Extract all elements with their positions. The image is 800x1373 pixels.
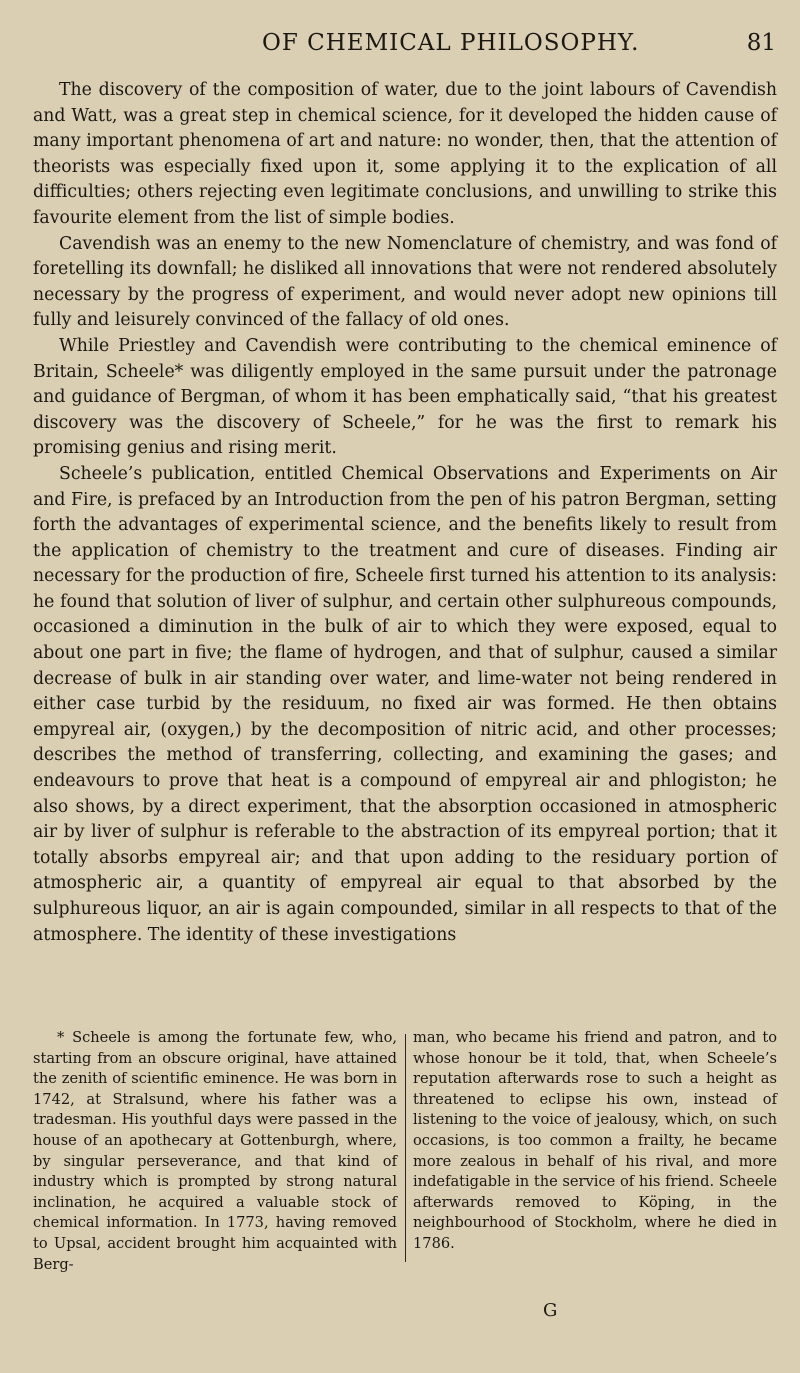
signature-mark: G (543, 1300, 558, 1321)
paragraph-water-composition: The discovery of the composition of water, due to the joint labours of Cavendish and Watt, was a great step in chemical science, for it developed the hidden cause of many important phenomena of art and nature: no wonder, then, that the attention of theorists was especially fixed upon it, some applying it to the explication of all difficulties; others rejecting even legitimate conclusions, and unwilling to strike this favourite element from the list of simple bodies. (33, 80, 777, 228)
page-number: 81 (746, 30, 776, 56)
column-divider (405, 1034, 406, 1262)
paragraph-scheele-bergman: While Priestley and Cavendish were contributing to the chemical eminence of Britain, Scheele* was diligently employed in the same pursuit under the patronage and guidance of Bergman, of whom it has been emphatically said, “that his greatest discovery was the discovery of Scheele,” for he was the first to remark his promising genius and rising merit. (33, 335, 777, 459)
footnote (33, 1028, 777, 1275)
footnote-right-column: man, who became his friend and patron, and to whose honour be it told, that, when Scheele’s reputation afterwards rose to such a height as threatened to eclipse his own, instead of listening to the voice of jealousy, which, on such occasions, is too common a frailty, he became more zealous in behalf of his rival, and more indefatigable in the service of his friend. Scheele afterwards removed to Köping, in the neighbourhood of Stockholm, where he died in 1786. (413, 1029, 777, 1252)
running-head (0, 20, 800, 60)
running-head-title: OF CHEMICAL PHILOSOPHY. (262, 30, 640, 56)
paragraph-scheele-publication: Scheele’s publication, entitled Chemical Observations and Experiments on Air and Fire, is prefaced by an Introduction from the pen of his patron Bergman, setting forth the advantages of experimental science, and the benefits likely to result from the application of chemistry to the treatment and cure of diseases. Finding air necessary for the production of fire, Scheele first turned his attention to its analysis: he found that solution of liver of sulphur, and certain other sulphureous compounds, occasioned a diminution in the bulk of air to which they were exposed, equal to about one part in five; the flame of hydrogen, and that of sulphur, caused a similar decrease of bulk in air standing over water, and lime-water not being rendered in either case turbid by the residuum, no fixed air was formed. He then obtains empyreal air, (oxygen,) by the decomposition of nitric acid, and other processes; describes the method of transferring, collecting, and examining the gases; and endeavours to prove that heat is a compound of empyreal air and phlogiston; he also shows, by a direct experiment, that the absorption occasioned in atmospheric air by liver of sulphur is referable to the abstraction of its empyreal portion; that it totally absorbs empyreal air; and that upon adding to the residuary portion of atmospheric air, a quantity of empyreal air equal to that absorbed by the sulphureous liquor, an air is again compounded, similar in all respects to that of the atmosphere. The identity of these investigations (33, 463, 777, 945)
paragraph-cavendish-nomenclature: Cavendish was an enemy to the new Nomenclature of chemistry, and was fond of foretelling its downfall; he disliked all innovations that were not rendered absolutely necessary by the progress of experiment, and would never adopt new opinions till fully and leisurely convinced of the fallacy of old ones. (33, 233, 777, 331)
main-text (33, 78, 777, 948)
footnote-left-column: * Scheele is among the fortunate few, who, starting from an obscure original, have attained the zenith of scientific eminence. He was born in 1742, at Stralsund, where his father was a tradesman. His youthful days were passed in the house of an apothecary at Gottenburgh, where, by singular perseverance, and that kind of industry which is prompted by strong natural inclination, he acquired a valuable stock of chemical information. In 1773, having removed to Upsal, accident brought him acquainted with Berg- (33, 1029, 397, 1273)
